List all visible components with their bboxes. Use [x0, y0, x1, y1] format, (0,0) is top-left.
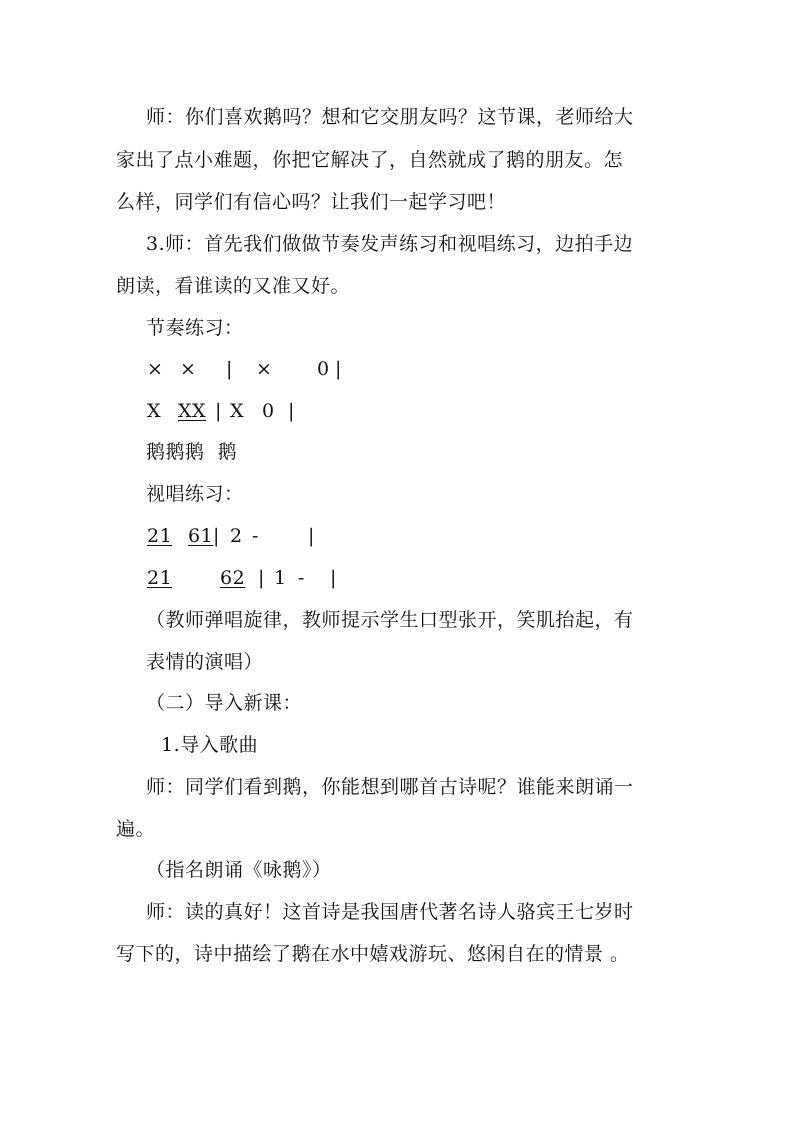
paragraph-line: 么样，同学们有信心吗？让我们一起学习吧！ — [116, 191, 507, 213]
paragraph-line: 家出了点小难题，你把它解决了，自然就成了鹅的朋友。怎 — [116, 149, 624, 171]
paragraph-line: （指名朗诵《咏鹅》） — [146, 859, 332, 881]
solfege-note-underlined: 21 — [147, 567, 173, 589]
paragraph-line: 朗读，看谁读的又准又好。 — [116, 275, 351, 297]
bar-line: | — [335, 358, 342, 380]
solfege-note-underlined: 62 — [220, 567, 246, 589]
rhythm-note-underlined: XX — [178, 400, 207, 422]
section-label: 节奏练习： — [146, 317, 244, 339]
lyrics-line: 鹅鹅鹅 鹅 — [146, 441, 238, 463]
solfege-dash: - — [252, 525, 259, 547]
solfege-note: 2 — [230, 525, 243, 547]
section-heading: （二）导入新课： — [146, 692, 303, 714]
paragraph-line: 遍。 — [116, 818, 156, 840]
rhythm-rest: 0 — [262, 400, 275, 422]
paragraph-line: 表情的演唱） — [146, 651, 264, 673]
rhythm-note: × — [147, 358, 164, 380]
paragraph-line: （教师弹唱旋律，教师提示学生口型张开，笑肌抬起，有 — [146, 609, 634, 631]
subsection-heading: 1.导入歌曲 — [161, 734, 259, 756]
rhythm-note: X — [147, 400, 162, 422]
rhythm-rest: 0 — [317, 358, 330, 380]
rhythm-note: × — [256, 358, 273, 380]
bar-line: | — [258, 567, 265, 589]
paragraph-line: 师：你们喜欢鹅吗？想和它交朋友吗？这节课，老师给大 — [146, 106, 634, 128]
bar-line: | — [330, 567, 337, 589]
rhythm-note: × — [180, 358, 197, 380]
bar-line: | — [213, 525, 220, 547]
bar-line: | — [215, 400, 222, 422]
solfege-note: 1 — [274, 567, 287, 589]
bar-line: | — [226, 358, 233, 380]
paragraph-line: 师：同学们看到鹅，你能想到哪首古诗呢？谁能来朗诵一 — [146, 776, 634, 798]
solfege-note-underlined: 21 — [147, 525, 173, 547]
paragraph-line: 师：读的真好！这首诗是我国唐代著名诗人骆宾王七岁时 — [146, 901, 634, 923]
bar-line: | — [308, 525, 315, 547]
paragraph-line: 3.师：首先我们做做节奏发声练习和视唱练习，边拍手边 — [146, 233, 634, 255]
rhythm-note: X — [230, 400, 245, 422]
bar-line: | — [288, 400, 295, 422]
paragraph-line: 写下的，诗中描绘了鹅在水中嬉戏游玩、悠闲自在的情景 。 — [116, 943, 630, 965]
section-label: 视唱练习： — [146, 483, 244, 505]
solfege-dash: - — [298, 567, 305, 589]
solfege-note-underlined: 61 — [188, 525, 214, 547]
